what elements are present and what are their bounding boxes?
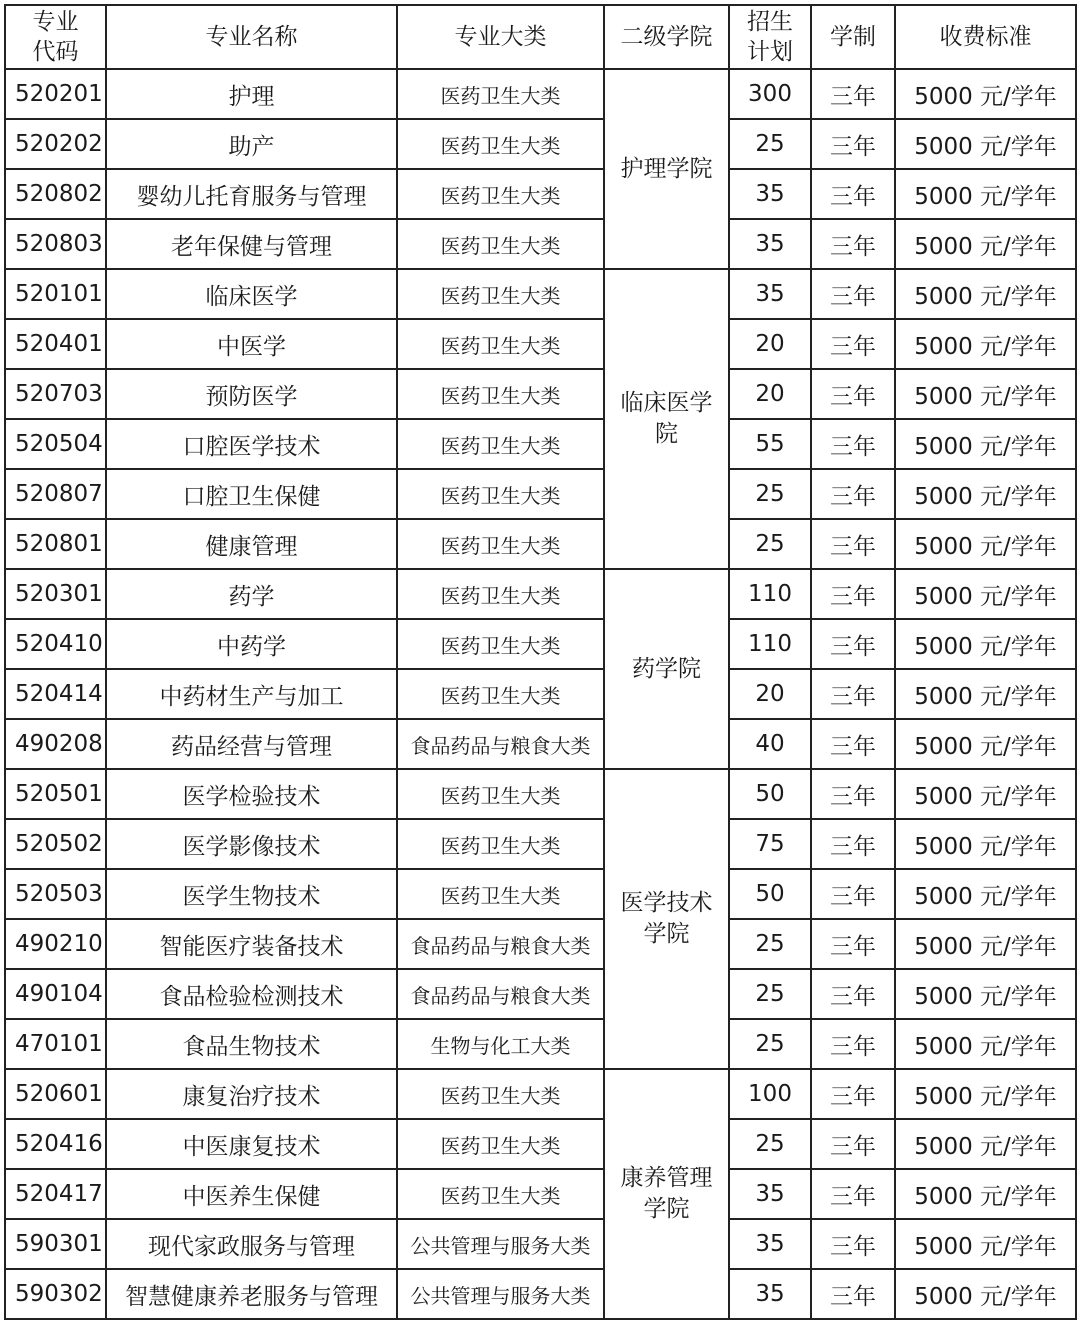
major-name: 康复治疗技术 (106, 1069, 397, 1119)
college-name (604, 269, 729, 569)
major-code: 520801 (5, 519, 106, 569)
enrollment-plan: 25 (729, 119, 811, 169)
table-row (5, 1069, 1076, 1119)
tuition-fee: 5000 元/学年 (895, 269, 1076, 319)
major-code: 520502 (5, 819, 106, 869)
table-row (5, 319, 1076, 369)
header-plan: 招生 计划 (729, 5, 811, 69)
major-name: 药品经营与管理 (106, 719, 397, 769)
enrollment-plan: 55 (729, 419, 811, 469)
major-code: 520414 (5, 669, 106, 719)
study-length: 三年 (811, 519, 895, 569)
college-name-line: 学院 (643, 1196, 690, 1222)
major-code: 520503 (5, 869, 106, 919)
table-row (5, 369, 1076, 419)
major-name: 中医康复技术 (106, 1119, 397, 1169)
major-name: 医学生物技术 (106, 869, 397, 919)
enrollment-plan: 50 (729, 869, 811, 919)
tuition-fee: 5000 元/学年 (895, 719, 1076, 769)
table-row (5, 569, 1076, 619)
tuition-fee: 5000 元/学年 (895, 669, 1076, 719)
header-college: 二级学院 (604, 5, 729, 69)
major-code: 520201 (5, 69, 106, 119)
major-code: 520501 (5, 769, 106, 819)
tuition-fee: 5000 元/学年 (895, 419, 1076, 469)
college-name (604, 769, 729, 1069)
table-row (5, 219, 1076, 269)
major-category: 医药卫生大类 (397, 369, 604, 419)
major-code: 590302 (5, 1269, 106, 1319)
header-code: 专业 代码 (5, 5, 106, 69)
table-row (5, 969, 1076, 1019)
major-category: 食品药品与粮食大类 (397, 919, 604, 969)
major-code: 520401 (5, 319, 106, 369)
tuition-fee: 5000 元/学年 (895, 1219, 1076, 1269)
study-length: 三年 (811, 1119, 895, 1169)
major-name: 护理 (106, 69, 397, 119)
table-row (5, 919, 1076, 969)
study-length: 三年 (811, 169, 895, 219)
tuition-fee: 5000 元/学年 (895, 769, 1076, 819)
tuition-fee: 5000 元/学年 (895, 1069, 1076, 1119)
tuition-fee: 5000 元/学年 (895, 1169, 1076, 1219)
enrollment-plan: 35 (729, 1169, 811, 1219)
table-row (5, 1119, 1076, 1169)
major-code: 520807 (5, 469, 106, 519)
table-row (5, 269, 1076, 319)
major-category: 医药卫生大类 (397, 819, 604, 869)
enrollment-plan: 50 (729, 769, 811, 819)
major-category: 食品药品与粮食大类 (397, 969, 604, 1019)
major-name: 口腔医学技术 (106, 419, 397, 469)
enrollment-plan: 25 (729, 1119, 811, 1169)
study-length: 三年 (811, 569, 895, 619)
college-name-line: 医学技术 (620, 890, 713, 916)
major-code: 520101 (5, 269, 106, 319)
major-category: 医药卫生大类 (397, 619, 604, 669)
major-name: 药学 (106, 569, 397, 619)
major-name: 中药材生产与加工 (106, 669, 397, 719)
table-row (5, 1169, 1076, 1219)
tuition-fee: 5000 元/学年 (895, 69, 1076, 119)
header-category: 专业大类 (397, 5, 604, 69)
enrollment-plan: 35 (729, 1219, 811, 1269)
header-length: 学制 (811, 5, 895, 69)
table-body (5, 69, 1076, 1319)
study-length: 三年 (811, 769, 895, 819)
tuition-fee: 5000 元/学年 (895, 169, 1076, 219)
enrollment-plan: 20 (729, 369, 811, 419)
major-name: 预防医学 (106, 369, 397, 419)
college-name-line: 护理学院 (620, 155, 713, 182)
table-row (5, 669, 1076, 719)
major-category: 医药卫生大类 (397, 769, 604, 819)
table-row (5, 819, 1076, 869)
major-code: 520202 (5, 119, 106, 169)
major-category: 医药卫生大类 (397, 219, 604, 269)
table-row (5, 169, 1076, 219)
major-name: 助产 (106, 119, 397, 169)
major-name: 婴幼儿托育服务与管理 (106, 169, 397, 219)
tuition-fee: 5000 元/学年 (895, 969, 1076, 1019)
table-header (5, 5, 1076, 69)
major-category: 生物与化工大类 (397, 1019, 604, 1069)
table-row (5, 619, 1076, 669)
study-length: 三年 (811, 669, 895, 719)
major-code: 520601 (5, 1069, 106, 1119)
college-name-line: 学院 (643, 921, 690, 947)
tuition-fee: 5000 元/学年 (895, 1119, 1076, 1169)
study-length: 三年 (811, 969, 895, 1019)
study-length: 三年 (811, 1019, 895, 1069)
enrollment-plan: 40 (729, 719, 811, 769)
tuition-fee: 5000 元/学年 (895, 919, 1076, 969)
college-name-line: 康养管理 (620, 1165, 713, 1191)
major-code: 520703 (5, 369, 106, 419)
study-length: 三年 (811, 719, 895, 769)
major-name: 中医养生保健 (106, 1169, 397, 1219)
study-length: 三年 (811, 919, 895, 969)
enrollment-plan: 25 (729, 919, 811, 969)
major-code: 490104 (5, 969, 106, 1019)
major-code: 520417 (5, 1169, 106, 1219)
major-code: 590301 (5, 1219, 106, 1269)
major-name: 食品生物技术 (106, 1019, 397, 1069)
major-code: 490210 (5, 919, 106, 969)
table-row (5, 419, 1076, 469)
major-category: 医药卫生大类 (397, 469, 604, 519)
table-row (5, 719, 1076, 769)
enrollment-plan: 35 (729, 1269, 811, 1319)
enrollment-plan: 20 (729, 319, 811, 369)
tuition-fee: 5000 元/学年 (895, 619, 1076, 669)
enrollment-plan: 35 (729, 219, 811, 269)
study-length: 三年 (811, 69, 895, 119)
study-length: 三年 (811, 419, 895, 469)
major-code: 520803 (5, 219, 106, 269)
tuition-fee: 5000 元/学年 (895, 1269, 1076, 1319)
study-length: 三年 (811, 119, 895, 169)
enrollment-plan: 100 (729, 1069, 811, 1119)
tuition-fee: 5000 元/学年 (895, 119, 1076, 169)
major-name: 现代家政服务与管理 (106, 1219, 397, 1269)
enrollment-plan: 110 (729, 569, 811, 619)
major-name: 中医学 (106, 319, 397, 369)
college-name (604, 569, 729, 769)
major-name: 中药学 (106, 619, 397, 669)
major-name: 医学检验技术 (106, 769, 397, 819)
table-row (5, 119, 1076, 169)
table-row (5, 1019, 1076, 1069)
major-category: 医药卫生大类 (397, 519, 604, 569)
tuition-fee: 5000 元/学年 (895, 319, 1076, 369)
study-length: 三年 (811, 1169, 895, 1219)
header-row (5, 5, 1076, 69)
table-row (5, 769, 1076, 819)
major-category: 医药卫生大类 (397, 569, 604, 619)
major-name: 临床医学 (106, 269, 397, 319)
table-row (5, 469, 1076, 519)
major-code: 520301 (5, 569, 106, 619)
table-row (5, 1269, 1076, 1319)
major-category: 医药卫生大类 (397, 669, 604, 719)
major-name: 食品检验检测技术 (106, 969, 397, 1019)
table-row (5, 1219, 1076, 1269)
college-name-line: 院 (655, 421, 678, 447)
table-row (5, 69, 1076, 119)
major-category: 医药卫生大类 (397, 1169, 604, 1219)
header-fee: 收费标准 (895, 5, 1076, 69)
study-length: 三年 (811, 1269, 895, 1319)
enrollment-plan: 75 (729, 819, 811, 869)
major-code: 490208 (5, 719, 106, 769)
tuition-fee: 5000 元/学年 (895, 369, 1076, 419)
major-name: 智慧健康养老服务与管理 (106, 1269, 397, 1319)
major-code: 520504 (5, 419, 106, 469)
enrollment-plan: 25 (729, 469, 811, 519)
enrollment-plan: 20 (729, 669, 811, 719)
table-row (5, 869, 1076, 919)
major-category: 医药卫生大类 (397, 1119, 604, 1169)
major-code: 520802 (5, 169, 106, 219)
study-length: 三年 (811, 869, 895, 919)
enrollment-plan: 25 (729, 969, 811, 1019)
major-name: 医学影像技术 (106, 819, 397, 869)
study-length: 三年 (811, 819, 895, 869)
tuition-fee: 5000 元/学年 (895, 819, 1076, 869)
major-category: 医药卫生大类 (397, 69, 604, 119)
tuition-fee: 5000 元/学年 (895, 219, 1076, 269)
college-name-line: 药学院 (632, 655, 701, 682)
major-category: 医药卫生大类 (397, 169, 604, 219)
header-name: 专业名称 (106, 5, 397, 69)
major-category: 医药卫生大类 (397, 119, 604, 169)
study-length: 三年 (811, 1069, 895, 1119)
major-category: 医药卫生大类 (397, 1069, 604, 1119)
enrollment-plan: 35 (729, 169, 811, 219)
major-name: 口腔卫生保健 (106, 469, 397, 519)
enrollment-plan: 25 (729, 1019, 811, 1069)
tuition-fee: 5000 元/学年 (895, 519, 1076, 569)
major-code: 520410 (5, 619, 106, 669)
tuition-fee: 5000 元/学年 (895, 569, 1076, 619)
major-code: 520416 (5, 1119, 106, 1169)
major-name: 健康管理 (106, 519, 397, 569)
table-row (5, 519, 1076, 569)
study-length: 三年 (811, 369, 895, 419)
study-length: 三年 (811, 269, 895, 319)
study-length: 三年 (811, 469, 895, 519)
study-length: 三年 (811, 219, 895, 269)
major-code: 470101 (5, 1019, 106, 1069)
major-category: 医药卫生大类 (397, 319, 604, 369)
study-length: 三年 (811, 619, 895, 669)
tuition-fee: 5000 元/学年 (895, 469, 1076, 519)
tuition-fee: 5000 元/学年 (895, 869, 1076, 919)
enrollment-plan: 300 (729, 69, 811, 119)
major-category: 公共管理与服务大类 (397, 1269, 604, 1319)
major-name: 智能医疗装备技术 (106, 919, 397, 969)
major-category: 医药卫生大类 (397, 269, 604, 319)
enrollment-plan: 35 (729, 269, 811, 319)
enrollment-plan: 25 (729, 519, 811, 569)
major-category: 医药卫生大类 (397, 869, 604, 919)
college-name-line: 临床医学 (620, 390, 713, 416)
college-name (604, 69, 729, 269)
tuition-fee: 5000 元/学年 (895, 1019, 1076, 1069)
study-length: 三年 (811, 1219, 895, 1269)
major-category: 医药卫生大类 (397, 419, 604, 469)
enrollment-plan: 110 (729, 619, 811, 669)
major-category: 食品药品与粮食大类 (397, 719, 604, 769)
college-name (604, 1069, 729, 1319)
major-name: 老年保健与管理 (106, 219, 397, 269)
study-length: 三年 (811, 319, 895, 369)
enrollment-table (4, 4, 1077, 1320)
major-category: 公共管理与服务大类 (397, 1219, 604, 1269)
